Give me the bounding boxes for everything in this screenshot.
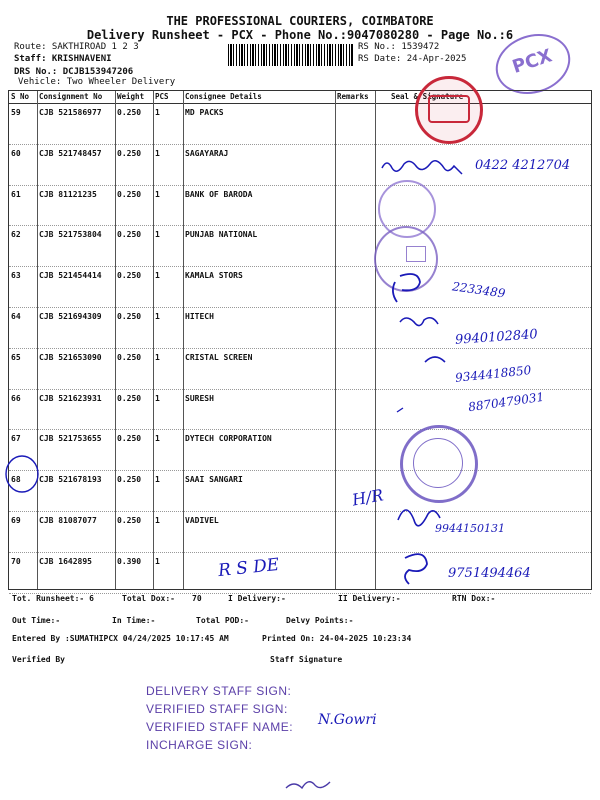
- cell-weight: 0.390: [117, 556, 142, 566]
- cell-sno: 65: [11, 352, 21, 362]
- cell-weight: 0.250: [117, 230, 142, 240]
- route-label: Route: SAKTHIROAD 1 2 3: [14, 42, 139, 52]
- cell-consignee: VADIVEL: [185, 516, 219, 525]
- cell-pcs: 1: [155, 312, 160, 321]
- vehicle-label: Vehicle: Two Wheeler Delivery: [18, 77, 176, 87]
- cell-consignee: HITECH: [185, 312, 214, 321]
- cell-weight: 0.250: [117, 516, 142, 525]
- cell-consignee: CRISTAL SCREEN: [185, 352, 253, 362]
- col-weight: Weight: [117, 92, 145, 101]
- rs-number: RS No.: 1539472: [358, 42, 440, 52]
- cell-sno: 64: [11, 312, 21, 321]
- handwritten-phone-70: 9751494464: [448, 566, 531, 581]
- delivery-staff-sign: DELIVERY STAFF SIGN:: [146, 684, 292, 698]
- handwritten-phone-60: 0422 4212704: [475, 158, 571, 173]
- cell-cno: CJB 521753655: [39, 434, 102, 444]
- cell-weight: 0.250: [117, 271, 142, 281]
- cell-sno: 61: [11, 189, 21, 199]
- runsheet-subtitle: Delivery Runsheet - PCX - Phone No.:9047080280 - Page No.:6: [86, 28, 514, 42]
- cell-pcs: 1: [155, 475, 160, 485]
- cell-sno: 68: [11, 475, 21, 485]
- cell-cno: CJB 521586977: [39, 108, 102, 117]
- cell-consignee: MD PACKS: [185, 108, 224, 117]
- cell-pcs: 1: [155, 434, 160, 444]
- col-consignment: Consignment No: [39, 92, 103, 101]
- cell-sno: 62: [11, 230, 21, 240]
- col-remarks: Remarks: [337, 92, 369, 101]
- cell-cno: CJB 521678193: [39, 475, 102, 485]
- handwritten-phone-66: 8870479031: [467, 389, 545, 415]
- cell-weight: 0.250: [117, 148, 142, 158]
- cell-cno: CJB 521694309: [39, 312, 102, 321]
- out-time: Out Time:-: [12, 616, 61, 625]
- i-delivery: I Delivery:-: [228, 594, 286, 603]
- cell-sno: 63: [11, 271, 21, 281]
- cell-pcs: 1: [155, 189, 160, 199]
- cell-consignee: SURESH: [185, 393, 214, 403]
- cell-cno: CJB 521753804: [39, 230, 102, 240]
- cell-consignee: KAMALA STORS: [185, 271, 243, 281]
- staff-label: Staff: KRISHNAVENI: [14, 54, 112, 64]
- cell-consignee: BANK OF BARODA: [185, 189, 253, 199]
- cell-cno: CJB 1642895: [39, 556, 92, 566]
- verified-by: Verified By: [12, 655, 65, 664]
- company-title: THE PROFESSIONAL COURIERS, COIMBATORE: [166, 14, 434, 28]
- handwritten-phone-65: 9344418850: [454, 363, 532, 385]
- incharge-sign: INCHARGE SIGN:: [146, 738, 253, 752]
- cell-pcs: 1: [155, 230, 160, 240]
- cell-pcs: 1: [155, 352, 160, 362]
- verified-name-handwritten: N.Gowri: [318, 712, 377, 728]
- total-dox-label: Total Dox:-: [122, 594, 175, 603]
- cell-consignee: SAGAYARAJ: [185, 148, 229, 158]
- cell-sno: 60: [11, 148, 21, 158]
- col-sno: S No: [11, 92, 30, 101]
- cell-weight: 0.250: [117, 189, 142, 199]
- tot-runsheet: Tot. Runsheet:- 6: [12, 594, 94, 603]
- in-time: In Time:-: [112, 616, 156, 625]
- cell-pcs: 1: [155, 108, 160, 117]
- col-consignee: Consignee Details: [185, 92, 262, 101]
- cell-weight: 0.250: [117, 352, 142, 362]
- cell-weight: 0.250: [117, 393, 142, 403]
- cell-sno: 66: [11, 393, 21, 403]
- handwritten-phone-64: 9940102840: [454, 327, 539, 348]
- cell-cno: CJB 521454414: [39, 271, 102, 281]
- entered-by: Entered By :SUMATHIPCX 04/24/2025 10:17:45 AM: [12, 634, 229, 643]
- cell-sno: 67: [11, 434, 21, 444]
- cell-sno: 70: [11, 556, 21, 566]
- rtn-dox: RTN Dox:-: [452, 594, 496, 603]
- cell-weight: 0.250: [117, 312, 142, 321]
- verified-staff-sign: VERIFIED STAFF SIGN:: [146, 702, 288, 716]
- cell-cno: CJB 521623931: [39, 393, 102, 403]
- cell-consignee: DYTECH CORPORATION: [185, 434, 272, 444]
- verified-staff-name: VERIFIED STAFF NAME:: [146, 720, 294, 734]
- drs-label: DRS No.: DCJB153947206: [14, 67, 134, 77]
- cell-pcs: 1: [155, 516, 160, 525]
- cell-sno: 69: [11, 516, 21, 525]
- handwritten-phone-69: 9944150131: [435, 522, 505, 535]
- handwritten-note-70: R S DE: [217, 554, 281, 582]
- cell-weight: 0.250: [117, 434, 142, 444]
- total-pod: Total POD:-: [196, 616, 249, 625]
- cell-consignee: PUNJAB NATIONAL: [185, 230, 258, 240]
- total-dox-value: 70: [192, 594, 202, 603]
- cell-pcs: 1: [155, 393, 160, 403]
- handwritten-hr-68: H/R: [350, 485, 385, 510]
- cell-pcs: 1: [155, 148, 160, 158]
- staff-signature: Staff Signature: [270, 655, 343, 664]
- col-pcs: PCS: [155, 92, 169, 101]
- cell-weight: 0.250: [117, 475, 142, 485]
- printed-on: Printed On: 24-04-2025 10:23:34: [262, 634, 412, 643]
- cell-weight: 0.250: [117, 108, 142, 117]
- handwritten-phone-63: 2233489: [451, 279, 507, 301]
- cell-cno: CJB 81087077: [39, 516, 97, 525]
- cell-cno: CJB 521653090: [39, 352, 102, 362]
- cell-pcs: 1: [155, 556, 160, 566]
- cell-pcs: 1: [155, 271, 160, 281]
- col-signature: Seal & Signature: [391, 92, 464, 101]
- cell-cno: CJB 521748457: [39, 148, 102, 158]
- ii-delivery: II Delivery:-: [338, 594, 401, 603]
- delvy-points: Delvy Points:-: [286, 616, 354, 625]
- cell-cno: CJB 81121235: [39, 189, 97, 199]
- rs-date: RS Date: 24-Apr-2025: [358, 54, 467, 64]
- cell-consignee: SAAI SANGARI: [185, 475, 243, 485]
- cell-sno: 59: [11, 108, 21, 117]
- pcx-stamp-text: PCX: [509, 45, 555, 78]
